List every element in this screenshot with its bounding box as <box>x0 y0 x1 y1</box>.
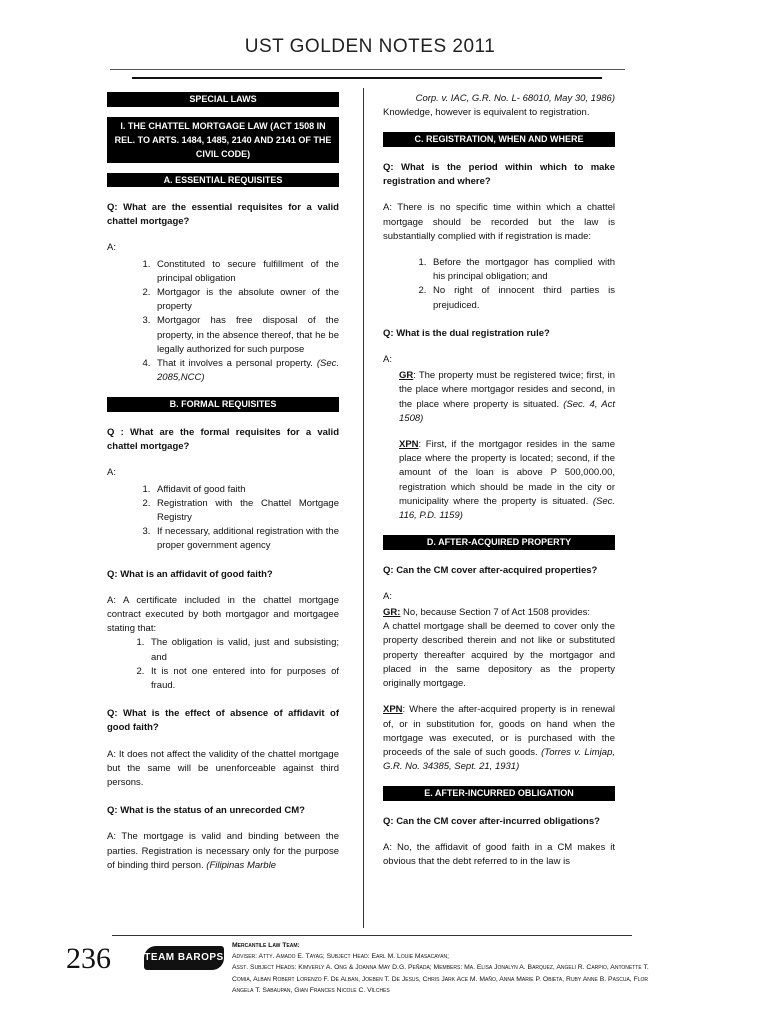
section-bar-chattel-mortgage-law: I. THE CHATTEL MORTGAGE LAW (ACT 1508 IN REL. TO ARTS. 1484, 1485, 2140 AND 2141 OF THE CIVIL CODE) <box>107 117 339 163</box>
section-bar-registration: C. REGISTRATION, WHEN AND WHERE <box>383 132 615 147</box>
list-item: 2. Mortgagor is the absolute owner of the property <box>153 286 339 314</box>
gr-label: GR: <box>383 607 401 619</box>
list-item: 1. Before the mortgagor has complied with his principal obligation; and <box>429 256 615 284</box>
answer-registration-period: A: There is no specific time within which a chattel mortgage should be recorded but the law is substantially complied with if registration is made: <box>383 202 615 242</box>
team-barops-logo: TEAM BAROPS <box>144 946 224 970</box>
question-unrecorded-cm: Q: What is the status of an unrecorded CM? <box>107 805 305 817</box>
formal-requisites-list <box>107 483 339 554</box>
citation: Corp. v. IAC, G.R. No. L- 68010, May 30, 1986) <box>415 93 615 104</box>
question-essential-requisites: Q: What are the essential requisites for a valid chattel mortgage? <box>107 202 339 228</box>
list-item: 2. It is not one entered into for purposes of fraud. <box>147 665 339 693</box>
list-item: 2. No right of innocent third parties is prejudiced. <box>429 284 615 312</box>
exception-paragraph <box>383 438 615 523</box>
answer-unrecorded-cm <box>107 830 339 873</box>
section-bar-essential-requisites: A. ESSENTIAL REQUISITES <box>107 173 339 188</box>
answer-label: A: <box>383 590 392 602</box>
section-bar-formal-requisites: B. FORMAL REQUISITES <box>107 397 339 412</box>
list-item: 1. The obligation is valid, just and subsisting; and <box>147 636 339 664</box>
right-column <box>383 92 615 881</box>
registration-conditions-list <box>383 256 615 313</box>
question-after-incurred: Q: Can the CM cover after-incurred obligations? <box>383 815 600 827</box>
left-column <box>107 92 339 885</box>
question-after-acquired: Q: Can the CM cover after-acquired properties? <box>383 564 598 576</box>
citation: (Sec. 4, Act 1508) <box>399 398 615 424</box>
page-header-title: UST GOLDEN NOTES 2011 <box>244 36 496 57</box>
citation: (Torres v. Limjap, G.R. No. 34385, Sept. 21, 1931) <box>383 746 615 773</box>
footer-rule <box>112 935 632 936</box>
answer-label: A: <box>107 242 116 254</box>
list-item: 2. Registration with the Chattel Mortgage Registry <box>153 497 339 525</box>
page-number: 236 <box>66 942 111 975</box>
column-divider <box>363 88 364 928</box>
list-item: 3. If necessary, additional registration with the proper government agency <box>153 525 339 553</box>
team-adviser: Adviser: Atty. Amado E. Tayag; Subject Head: Earl M. Louie Masacayan; <box>232 953 449 961</box>
gr-body: A chattel mortgage shall be deemed to cover only the property described therein and not like or substituted property thereafter acquired by the mortgagor and placed in the same depository as the property originally mortgage. <box>383 621 615 690</box>
team-members: Asst. Subject Heads: Kimverly A. Ong & Joanna May D.G. Peñada; Members: Ma. Elisa Jonalyn A. Barquez, Angeli R. Carpio, Antonette T. Comia, Alban Robert Lorenzo F. De Alban, Joeben T. De Jesus, Chris Jark Ace M. Maño, Anna Marie P. Obieta, Ruby Anne B. Pascua, Flor Angela T. Sabaupan, Gian Frances Nicole C. Vilches <box>232 964 649 994</box>
team-title: Mercantile Law Team: <box>232 942 300 949</box>
section-bar-after-acquired-property: D. AFTER-ACQUIRED PROPERTY <box>383 535 615 550</box>
header-rule-thin <box>110 69 625 70</box>
question-absence-of-affidavit: Q: What is the effect of absence of affidavit of good faith? <box>107 708 339 734</box>
citation: (Sec. 116, P.D. 1159) <box>399 495 616 521</box>
team-credits <box>232 940 652 996</box>
continued-text: Knowledge, however is equivalent to registration. <box>383 107 590 119</box>
list-item: 1. Constituted to secure fulfillment of the principal obligation <box>153 258 339 286</box>
section-bar-after-incurred-obligation: E. AFTER-INCURRED OBLIGATION <box>383 786 615 801</box>
answer-affidavit-good-faith: A: A certificate included in the chattel mortgage contract executed by both mortgagor and mortgagee stating that: <box>107 594 339 635</box>
list-item <box>153 357 339 385</box>
question-dual-registration: Q: What is the dual registration rule? <box>383 327 550 339</box>
gr-label: GR <box>399 370 414 382</box>
answer-absence-of-affidavit: A: It does not affect the validity of the chattel mortgage but the same will be unenforceable against third persons. <box>107 748 339 788</box>
section-bar-special-laws: SPECIAL LAWS <box>107 92 339 107</box>
answer-after-incurred: A: No, the affidavit of good faith in a CM makes it obvious that the debt referred to in the law is <box>383 842 615 868</box>
list-item-text: That it involves a personal property. <box>157 358 313 370</box>
gr-text: No, because Section 7 of Act 1508 provides: <box>400 607 591 619</box>
header-rule-thick <box>132 77 602 79</box>
xpn-label: XPN <box>399 438 419 450</box>
gr-line <box>383 606 615 620</box>
xpn-text: : Where the after-acquired property is in renewal of, or in substitution for, goods on hand when the mortgage was executed, or is purchased with the proceeds of the sale of such goods. <box>383 704 615 758</box>
answer-text: A: The mortgage is valid and binding between the parties. Registration is necessary only for the purpose of binding third person. <box>107 831 339 871</box>
xpn-text: : First, if the mortgagor resides in the same place where the property is located; second, if the amount of the loan is above P 500,000.00, registration which should be made in the city or municipality where the property is situated. <box>399 438 615 507</box>
affidavit-statements-list <box>107 636 339 693</box>
list-item: 1. Affidavit of good faith <box>153 483 339 497</box>
essential-requisites-list <box>107 258 339 386</box>
list-item: 3. Mortgagor has free disposal of the property, in the absence thereof, that he be legally authorized for such purpose <box>153 314 339 357</box>
gr-text: : The property must be registered twice; first, in the place where mortgagor resides and second, in the place where property is situated. <box>399 370 615 410</box>
xpn-label: XPN <box>383 704 403 716</box>
citation: (Sec. 2085,NCC) <box>157 358 339 384</box>
answer-label: A: <box>383 353 392 365</box>
continued-citation-block <box>383 92 615 120</box>
general-rule-paragraph <box>383 369 615 426</box>
citation: (Filipinas Marble <box>206 859 276 871</box>
question-registration-period: Q: What is the period within which to make registration and where? <box>383 161 615 188</box>
exception-paragraph <box>383 703 615 774</box>
question-formal-requisites: Q : What are the formal requisites for a valid chattel mortgage? <box>107 426 339 453</box>
answer-label: A: <box>107 467 116 479</box>
question-affidavit-good-faith: Q: What is an affidavit of good faith? <box>107 568 273 580</box>
